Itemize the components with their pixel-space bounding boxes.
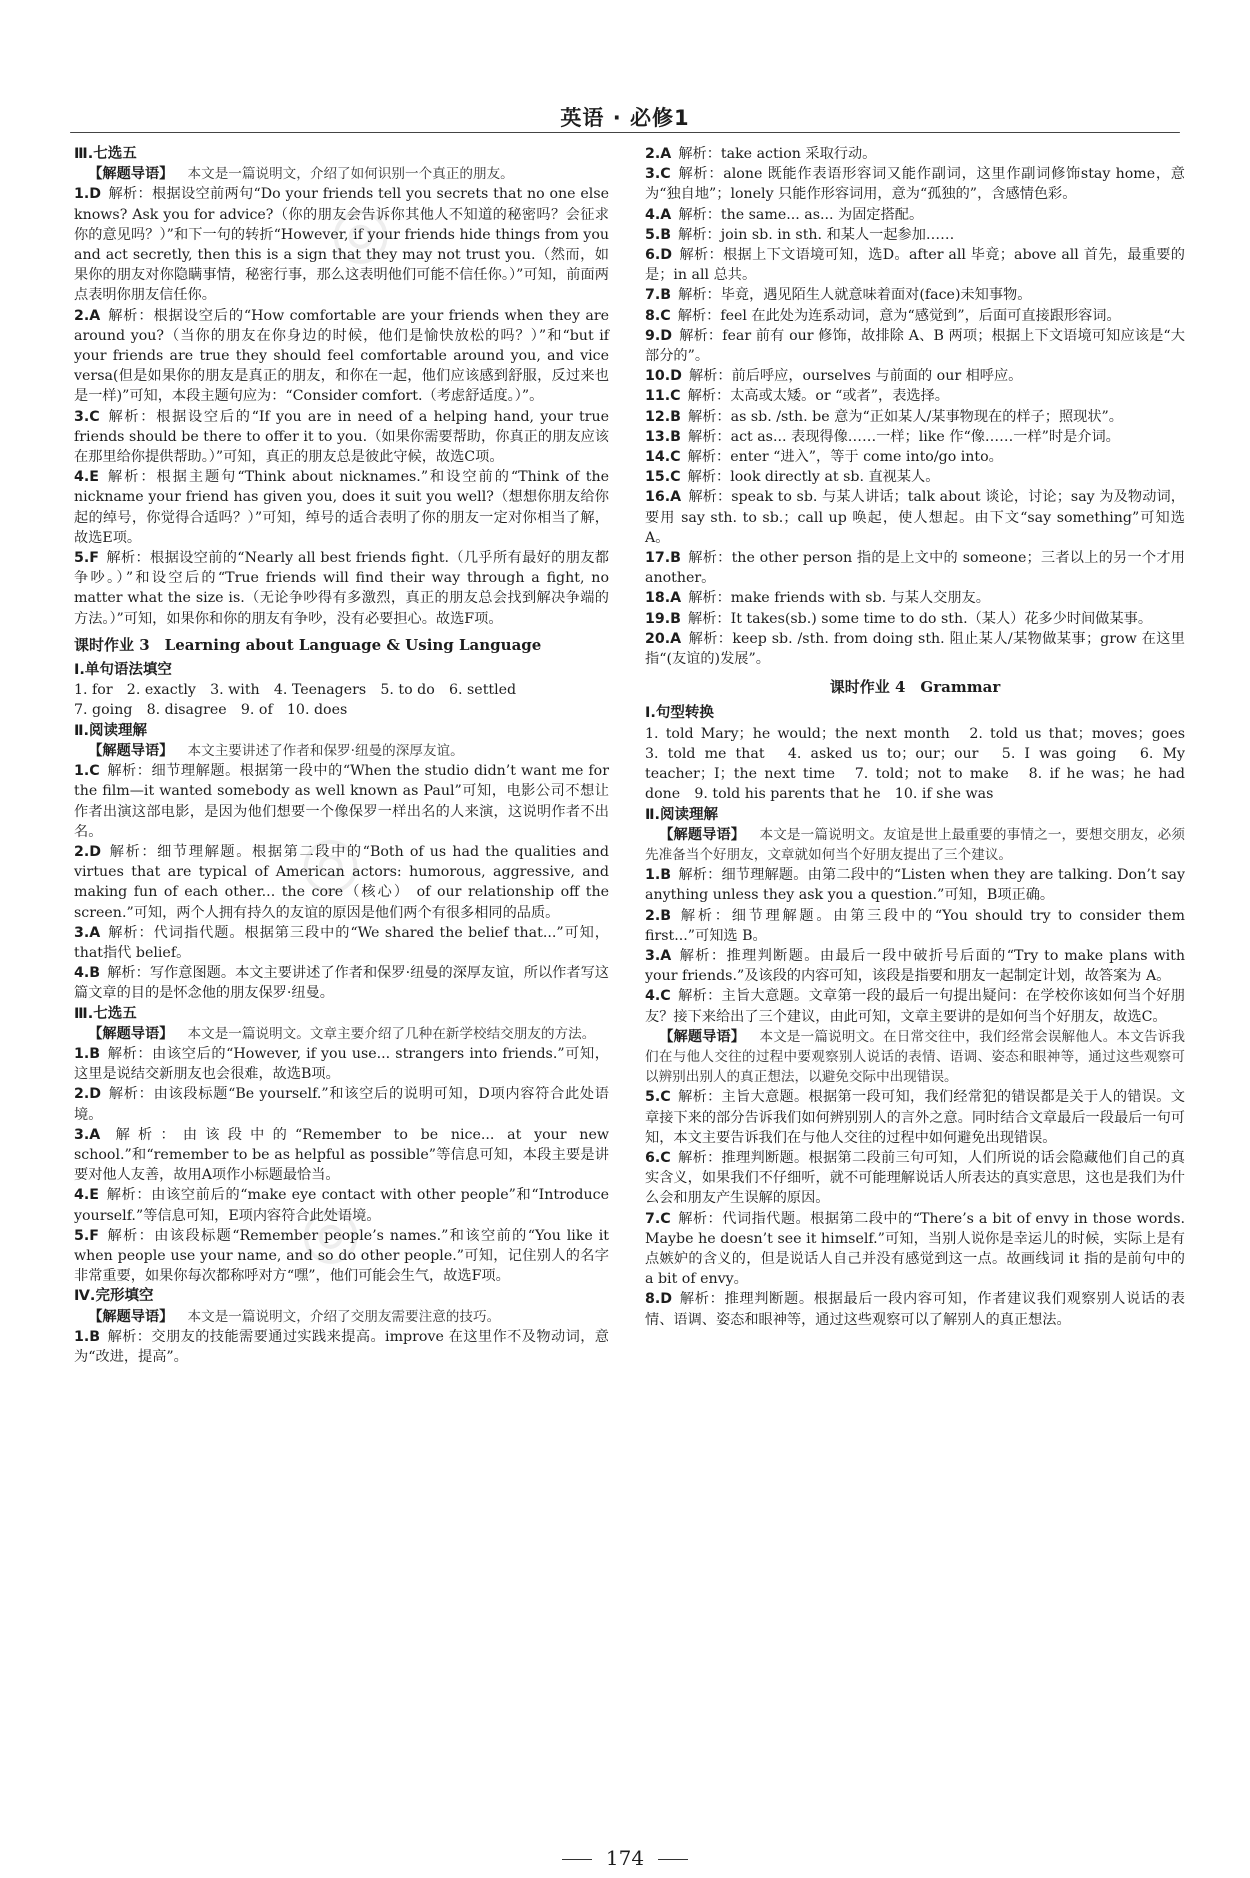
guide-paragraph	[74, 1307, 609, 1327]
answer-entry	[645, 205, 1185, 225]
answer-explanation: 解析：推理判断题。根据第二段前三句可知，人们所说的话会隐藏他们自己的真实含义，如果我们不仔细听，就不可能理解说话人所表达的真实意思，这也是我们为什么会和朋友产生误解的原因。	[645, 1149, 1185, 1207]
answer-entry	[74, 407, 609, 468]
answer-number: 8.C	[645, 307, 671, 324]
guide-text: 本文是一篇说明文，介绍了如何识别一个真正的朋友。	[187, 166, 514, 183]
guide-tag: 【解题导语】	[88, 1025, 174, 1042]
section-heading: Ⅲ.七选五	[74, 1005, 137, 1022]
answer-number: 12.B	[645, 408, 681, 425]
guide-tag: 【解题导语】	[659, 826, 746, 843]
answer-entry	[645, 487, 1185, 548]
answer-explanation: 解析：根据上下文语境可知，选D。after all 毕竟；above all 首先，最重要的是；in all 总共。	[645, 247, 1185, 284]
answer-line: 1. told Mary；he would；the next month 2. told us that；moves；goes 3. told me that 4. asked us to；our；our 5. I was going 6. My teacher；I；the next time 7. told；not to make 8. if he was；he had done 9. told his parents that he 10. if she was	[645, 725, 1200, 803]
answer-explanation: 解析：代词指代题。根据第三段中的“We shared the belief that...”可知，that指代 belief。	[74, 924, 609, 961]
answer-entry	[645, 946, 1185, 986]
answer-explanation: 解析：由该段标题“Be yourself.”和该空后的说明可知，D项内容符合此处语境。	[74, 1086, 609, 1123]
answer-number: 5.B	[645, 226, 672, 243]
answer-entry	[645, 467, 1185, 487]
answer-entry	[645, 285, 1185, 305]
answer-entry	[645, 326, 1185, 366]
answer-number: 11.C	[645, 388, 681, 405]
answer-explanation: 解析：前后呼应，ourselves 与前面的 our 相呼应。	[689, 368, 1023, 385]
answer-number: 2.A	[645, 146, 672, 162]
answer-number: 4.B	[74, 965, 101, 982]
answer-entry	[645, 306, 1185, 326]
answer-number: 3.C	[645, 166, 671, 183]
answer-explanation: 解析：细节理解题。由第三段中的“You should try to consider them first...”可知选 B。	[645, 907, 1185, 944]
answer-number: 2.D	[74, 843, 102, 860]
answer-entry	[74, 306, 609, 407]
answer-explanation: 解析：look directly at sb. 直视某人。	[687, 469, 940, 486]
answer-entry	[74, 923, 609, 963]
answer-explanation: 解析：细节理解题。由第二段中的“Listen when they are talking. Don’t say anything unless they ask you a question.”可知，B项正确。	[645, 867, 1185, 904]
answer-explanation: 解析：推理判断题。根据最后一段内容可知，作者建议我们观察别人说话的表情、语调、姿态和眼神等，通过这些观察可以了解别人的真正想法。	[645, 1291, 1185, 1328]
answer-number: 4.A	[645, 206, 672, 223]
page-header	[70, 100, 1180, 136]
watermark-stamp: ◎	[300, 1190, 362, 1272]
answer-number: 19.B	[645, 610, 681, 627]
answer-number: 7.C	[645, 1210, 671, 1227]
answer-explanation: 解析：细节理解题。根据第二段中的“Both of us had the qualities and virtues that are typical of American actors: humorous, aggressive, and making fun of each other... the core（核心） of our relationship off the screen.”可知，两个人拥有持久的友谊的原因是他们两个有很多相同的品质。	[74, 843, 609, 921]
answer-entry	[645, 407, 1185, 427]
answer-number: 16.A	[645, 489, 682, 506]
answer-entry	[645, 986, 1185, 1026]
section-heading: Ⅰ.句型转换	[645, 705, 714, 722]
answer-entry	[74, 467, 609, 548]
answer-number: 4.E	[74, 1187, 99, 1204]
answer-explanation: 解析：写作意图题。本文主要讲述了作者和保罗·纽曼的深厚友谊，所以作者写这篇文章的目的是怀念他的朋友保罗·纽曼。	[74, 965, 609, 1002]
answer-entry	[645, 1289, 1185, 1329]
section-heading: Ⅲ.七选五	[74, 146, 137, 162]
page-footer	[0, 1846, 1250, 1870]
answer-entry	[645, 906, 1185, 946]
answer-entry	[74, 184, 609, 305]
answer-entry	[74, 842, 609, 923]
answer-entry	[645, 588, 1185, 608]
answer-explanation: 解析：太高或太矮。or “或者”，表选择。	[687, 388, 949, 405]
answer-explanation: 解析：代词指代题。根据第二段中的“There’s a bit of envy in those words. Maybe he doesn’t see it himself.”可知，当别人说你是幸运儿的时候，实际上是有点嫉妒的含义的，但是说话人自己并没有感觉到这一点。故画线词 it 指的是前句中的 a bit of envy。	[645, 1210, 1185, 1288]
answer-entry	[645, 164, 1185, 204]
answer-number: 1.B	[74, 1328, 101, 1345]
answer-explanation: 解析：keep sb. /sth. from doing sth. 阻止某人/某物做某事；grow 在这里指“(友谊的)发展”。	[645, 630, 1185, 668]
answer-explanation: 解析：fear 前有 our 修饰，故排除 A、B 两项；根据上下文语境可知应该是“大部分的”。	[645, 327, 1185, 365]
answer-entry	[645, 865, 1185, 905]
answer-number: 2.D	[74, 1086, 102, 1103]
answer-explanation: 解析：毕竟，遇见陌生人就意味着面对(face)未知事物。	[678, 287, 1032, 304]
answer-entry	[645, 447, 1185, 467]
guide-paragraph	[74, 741, 609, 761]
answer-entry	[645, 548, 1185, 588]
answer-entry	[74, 548, 609, 629]
watermark-stamp: ◎	[300, 820, 362, 902]
answer-explanation: 解析：join sb. in sth. 和某人一起参加……	[678, 226, 955, 243]
answer-explanation: 解析：the same... as... 为固定搭配。	[678, 206, 924, 223]
answer-number: 4.C	[645, 988, 671, 1005]
answer-line: 1. for 2. exactly 3. with 4. Teenagers 5. to do 6. settled	[74, 682, 517, 699]
answer-explanation: 解析：由该空后的“However, if you use... strangers into friends.”可知，这里是说结交新朋友也会很难，故选B项。	[74, 1045, 609, 1083]
answer-number: 3.C	[74, 408, 100, 425]
answer-explanation: 解析：alone 既能作表语形容词又能作副词，这里作副词修饰stay home，意为“独自地”；lonely 只能作形容词用，意为“孤独的”，含感情色彩。	[645, 166, 1185, 203]
answer-entry	[74, 1327, 609, 1367]
footer-dash	[562, 1859, 592, 1860]
answer-explanation: 解析：根据设空后的“If you are in need of a helping hand, your true friends should be there to offer it to you.（如果你需要帮助，你真正的朋友应该在那里给你提供帮助。）”可知，真正的朋友总是彼此守候，故选C项。	[74, 408, 609, 466]
answer-entry	[645, 1209, 1185, 1290]
header-rule	[70, 132, 1180, 133]
answer-number: 6.C	[645, 1149, 671, 1166]
left-column	[74, 144, 609, 1367]
right-column	[645, 144, 1200, 1330]
answer-explanation: 解析：细节理解题。根据第一段中的“When the studio didn’t want me for the film—it wanted somebody as well known as Paul”可知，电影公司不想让作者出演这部电影，是因为他们想要一个像保罗一样出名的人来演，这说明作者不出名。	[74, 763, 609, 840]
footer-dash	[658, 1859, 688, 1860]
answer-explanation: 解析：交朋友的技能需要通过实践来提高。improve 在这里作不及物动词，意为“改进，提高”。	[74, 1328, 609, 1365]
answer-entry	[645, 366, 1185, 386]
answer-entry	[645, 609, 1185, 629]
answer-explanation: 解析：feel 在此处为连系动词，意为“感觉到”，后面可直接跟形容词。	[677, 307, 1121, 324]
answer-number: 17.B	[645, 550, 681, 567]
answer-entry	[74, 1125, 609, 1186]
guide-tag: 【解题导语】	[88, 742, 174, 759]
answer-number: 1.B	[645, 867, 672, 884]
header-title: 英语 · 必修1	[560, 106, 690, 130]
answer-number: 15.C	[645, 469, 681, 486]
answer-number: 14.C	[645, 449, 681, 466]
answer-number: 13.B	[645, 428, 681, 445]
guide-paragraph	[74, 1024, 609, 1044]
answer-number: 10.D	[645, 368, 682, 385]
answer-explanation: 解析：由该段标题“Remember people’s names.”和该空前的“You like it when people use your name, and so do other people.”可知，记住别人的名字非常重要，如果你每次都称呼对方“嘿”，他们可能会生气，故选F项。	[74, 1227, 609, 1285]
section-heading: Ⅱ.阅读理解	[74, 722, 148, 739]
guide-text: 本文是一篇说明文。文章主要介绍了几种在新学校结交朋友的方法。	[187, 1025, 596, 1042]
guide-text: 本文是一篇说明文，介绍了交朋友需要注意的技巧。	[187, 1308, 501, 1325]
answer-number: 5.F	[74, 550, 99, 567]
answer-entry	[645, 1087, 1185, 1148]
answer-explanation: 解析：推理判断题。由最后一段中破折号后面的“Try to make plans with your friends.”及该段的内容可知，该段是指要和朋友一起制定计划，故答案为 A。	[645, 947, 1185, 985]
guide-tag: 【解题导语】	[659, 1028, 746, 1045]
answer-explanation: 解析：act as... 表现得像……一样；like 作“像……一样”时是介词。	[688, 428, 1120, 445]
answer-entry	[645, 629, 1185, 669]
answer-entry	[645, 225, 1185, 245]
answer-number: 4.E	[74, 469, 99, 486]
answer-explanation: 解析：由该空前后的“make eye contact with other people”和“Introduce yourself.”等信息可知，E项内容符合此处语境。	[74, 1187, 609, 1224]
guide-tag: 【解题导语】	[88, 1308, 174, 1325]
section-heading: Ⅰ.单句语法填空	[74, 662, 172, 679]
answer-entry	[645, 1148, 1185, 1209]
page-number: 174	[605, 1846, 645, 1870]
answer-explanation: 解析：根据设空前两句“Do your friends tell you secrets that no one else knows? Ask you for advice?（你的朋友会告诉你其他人不知道的秘密吗？会征求你的意见吗？）”和下一句的转折“However, if your friends hide things from you and act secretly, then this is a sign that they may not trust you.（然而，如果你的朋友对你隐瞒事情，秘密行事，那么这表明他们可能不信任你。）”可知，前面两点表明你朋友信任你。	[74, 186, 609, 304]
guide-tag: 【解题导语】	[88, 166, 174, 183]
guide-text: 本文是一篇说明文。友谊是世上最重要的事情之一，要想交朋友，必须先准备当个好朋友，文章就如何当个好朋友提出了三个建议。	[645, 826, 1185, 863]
answer-entry	[74, 761, 609, 842]
answer-line: 7. going 8. disagree 9. of 10. does	[74, 702, 348, 719]
answer-explanation: 解析：take action 采取行动。	[678, 146, 877, 162]
section-heading: Ⅱ.阅读理解	[645, 806, 719, 823]
answer-entry	[645, 144, 1185, 164]
answer-number: 6.D	[645, 247, 673, 264]
answer-number: 2.A	[74, 307, 101, 324]
answer-explanation: 解析：由该段中的“Remember to be nice... at your new school.”和“remember to be as helpful as possible”等信息可知，本段主要是讲要对他人友善，故用A项作小标题最恰当。	[74, 1126, 609, 1184]
watermark-stamp: ◎	[330, 190, 392, 272]
answer-entry	[74, 1185, 609, 1225]
guide-text: 本文是一篇说明文。在日常交往中，我们经常会误解他人。本文告诉我们在与他人交往的过程中要观察别人说话的表情、语调、姿态和眼神等，通过这些观察可以辨别出别人的真正想法，以避免交际中出现错误。	[645, 1028, 1185, 1086]
answer-number: 1.B	[74, 1045, 101, 1062]
answer-explanation: 解析：主旨大意题。文章第一段的最后一句提出疑问：在学校你该如何当个好朋友？接下来给出了三个建议，由此可知，文章主要讲的是如何当个好朋友，故选C。	[645, 988, 1185, 1025]
answer-number: 8.D	[645, 1291, 673, 1308]
guide-paragraph	[74, 164, 609, 184]
answer-explanation: 解析：enter “进入”，等于 come into/go into。	[687, 449, 1003, 466]
answer-entry	[74, 1044, 609, 1084]
answer-explanation: 解析：speak to sb. 与某人讲话；talk about 谈论，讨论；say 为及物动词，要用 say sth. to sb.；call up 唤起，使人想起。由下文“say something”可知选 A。	[645, 489, 1185, 546]
answer-number: 3.A	[645, 947, 672, 964]
answer-number: 1.D	[74, 186, 102, 203]
answer-entry	[74, 1226, 609, 1287]
answer-explanation: 解析：It takes(sb.) some time to do sth.（某人）花多少时间做某事。	[688, 610, 1153, 627]
answer-entry	[74, 963, 609, 1003]
answer-number: 3.A	[74, 924, 101, 941]
answer-number: 7.B	[645, 287, 672, 304]
answer-entry	[74, 1084, 609, 1124]
guide-text: 本文主要讲述了作者和保罗·纽曼的深厚友谊。	[187, 742, 464, 759]
answer-explanation: 解析：根据主题句“Think about nicknames.”和设空前的“Think of the nickname your friend has given you, does it suit you well?（想想你朋友给你起的绰号，你觉得合适吗？）”可知，绰号的适合表明了你的朋友一定对你相当了解，故选E项。	[74, 469, 609, 546]
answer-explanation: 解析：as sb. /sth. be 意为“正如某人/某事物现在的样子；照现状”。	[688, 408, 1123, 425]
answer-number: 9.D	[645, 327, 673, 344]
answer-explanation: 解析：根据设空后的“How comfortable are your friends when they are around you?（当你的朋友在你身边的时候，他们是愉快放松的吗？）”和“but if your friends are true they should feel comfortable around you, and vice versa(但是如果你的朋友是真正的朋友，和你在一起，他们应该感到舒服，反过来也是一样)”可知，本段主题句应为：“Consider comfort.（考虑舒适度。）”。	[74, 307, 609, 405]
answer-number: 1.C	[74, 763, 100, 780]
answer-number: 5.C	[645, 1089, 671, 1106]
answer-explanation: 解析：make friends with sb. 与某人交朋友。	[688, 590, 990, 607]
answer-explanation: 解析：主旨大意题。根据第一段可知，我们经常犯的错误都是关于人的错误。文章接下来的部分告诉我们如何辨别别人的言外之意。同时结合文章最后一段最后一句可知，本文主要告诉我们在与他人交往的过程中如何避免出现错误。	[645, 1089, 1185, 1146]
guide-paragraph	[645, 825, 1185, 865]
answer-entry	[645, 245, 1185, 285]
answer-number: 18.A	[645, 590, 682, 607]
answer-entry	[645, 427, 1185, 447]
section-heading: Ⅳ.完形填空	[74, 1288, 154, 1305]
answer-number: 3.A	[74, 1126, 101, 1143]
answer-entry	[645, 386, 1185, 406]
lesson-title: 课时作业 4 Grammar	[829, 678, 1001, 697]
answer-explanation: 解析：根据设空前的“Nearly all best friends fight.（几乎所有最好的朋友都争吵。）”和设空后的“True friends will find their way through a fight, no matter what the size is.（无论争吵得有多激烈，真正的朋友总会找到解决争端的方法。）”可知，如果你和你的朋友有争吵，没有必要担心。故选F项。	[74, 550, 609, 627]
answer-number: 20.A	[645, 630, 682, 647]
lesson-title: 课时作业 3 Learning about Language & Using Language	[74, 635, 542, 654]
answer-number: 5.F	[74, 1227, 99, 1244]
guide-paragraph	[645, 1027, 1185, 1088]
answer-explanation: 解析：the other person 指的是上文中的 someone；三者以上的另一个才用 another。	[645, 550, 1185, 587]
answer-number: 2.B	[645, 907, 672, 924]
